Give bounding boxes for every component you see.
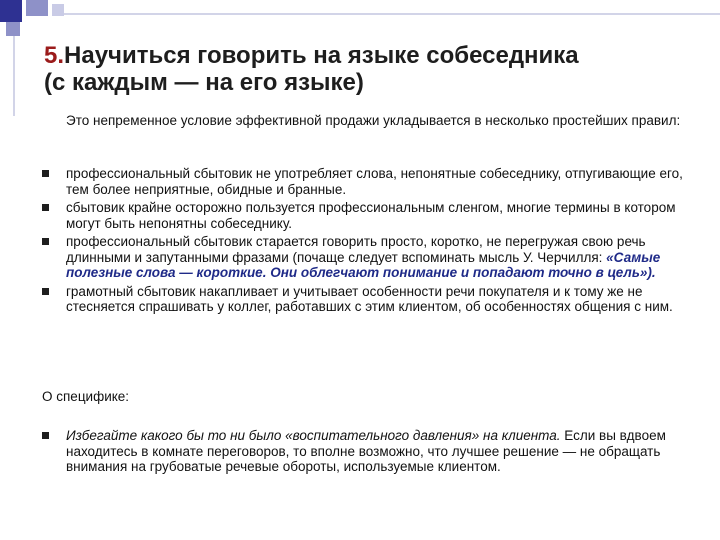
corner-square-pale	[52, 4, 64, 16]
corner-square-light	[26, 0, 48, 16]
list-item	[42, 234, 702, 281]
title-number: 5.	[44, 42, 65, 69]
rule-text: грамотный сбытовик накапливает и учитывает особенности речи покупателя и к тому же не стесняется спрашивать у коллег, работавших с этим клиентом, об особенностях общения с ним.	[66, 283, 673, 314]
quote-tail: ).	[647, 265, 656, 280]
corner-square-dark	[0, 0, 22, 22]
specifics-heading: О специфике:	[42, 389, 130, 404]
side-rule	[13, 36, 15, 116]
specifics-italic: Избегайте какого бы то ни было «воспитательного давления» на клиента.	[66, 428, 561, 443]
list-item	[42, 200, 702, 231]
header-rule	[64, 13, 720, 15]
square-bullet-icon	[42, 238, 49, 245]
specifics-list	[42, 428, 702, 475]
square-bullet-icon	[42, 204, 49, 211]
title-text: Научиться говорить на языке собеседника	[64, 42, 579, 69]
square-bullet-icon	[42, 170, 49, 177]
title-subtitle: (с каждым — на его языке)	[44, 69, 364, 96]
specifics-text: Если вы вдвоем находитесь в комнате переговоров, то вполне возможно, что лучшее решение — не обращать внимания на грубоватые речевые обороты, используемые клиентом.	[66, 428, 666, 474]
list-item	[42, 428, 702, 475]
rules-list	[42, 166, 702, 318]
rule-text: сбытовик крайне осторожно пользуется профессиональным сленгом, многие термины в котором могут быть непонятны собеседнику.	[66, 200, 676, 231]
intro-paragraph: Это непременное условие эффективной продажи укладывается в несколько простейших правил:	[66, 113, 681, 128]
rule-text: профессиональный сбытовик старается говорить просто, коротко, не перегружая свою речь длинными и запутанными фразами (почаще следует вспоминать мысль У. Черчилля:	[66, 234, 646, 265]
square-bullet-icon	[42, 432, 49, 439]
square-bullet-icon	[42, 288, 49, 295]
slide-title	[44, 42, 704, 96]
corner-square-small	[6, 22, 20, 36]
rule-text: профессиональный сбытовик не употребляет слова, непонятные собеседнику, отпугивающие его, тем более неприятные, обидные и бранные.	[66, 166, 683, 197]
list-item	[42, 166, 702, 197]
churchill-quote: «Самые полезные слова — короткие. Они облегчают понимание и попадают точно в цель»	[66, 249, 661, 280]
list-item	[42, 284, 702, 315]
